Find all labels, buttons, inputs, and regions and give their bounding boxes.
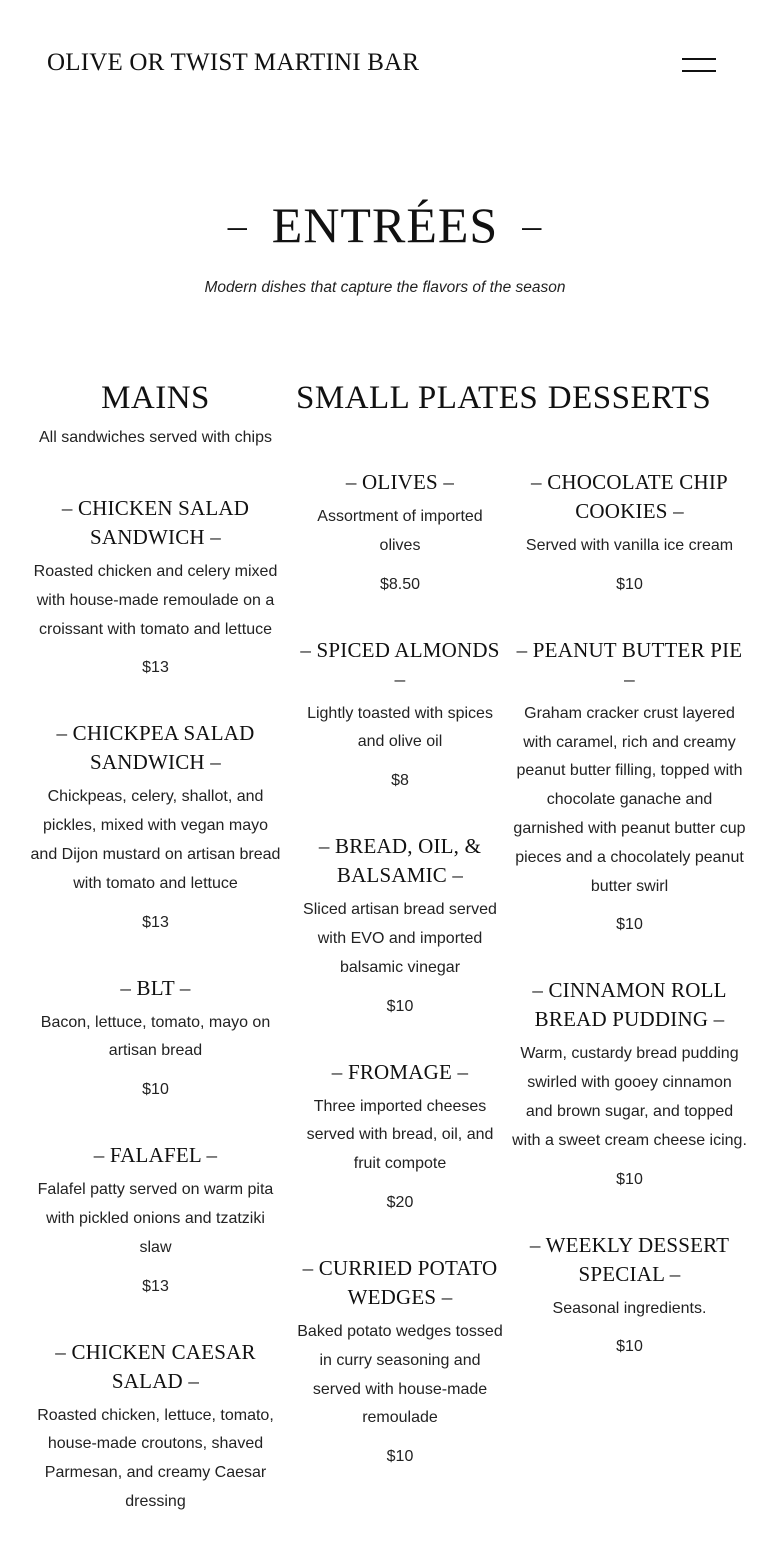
menu-item-price: $13 (142, 913, 169, 931)
menu-item-description: Roasted chicken and celery mixed with house-made remoulade on a croissant with tomato and lettuce (33, 563, 278, 638)
menu-item-name: – CURRIED POTATO WEDGES – (302, 1255, 498, 1309)
menu-item-name: – CHOCOLATE CHIP COOKIES – (531, 470, 728, 523)
menu-item-name: – CINNAMON ROLL BREAD PUDDING – (532, 978, 727, 1032)
menu-item-name: – CHICKEN CAESAR SALAD – (55, 1339, 256, 1393)
menu-item-price: $13 (142, 659, 169, 677)
menu-item (28, 974, 283, 1101)
mains-note: All sandwiches served with chips (39, 429, 272, 446)
menu-item-name: – WEEKLY DESSERT SPECIAL – (529, 1232, 730, 1286)
menu-item (512, 1231, 747, 1358)
menu-item-price: $8 (391, 772, 409, 790)
menu-item-name: – BLT – (120, 975, 191, 1000)
menu-item-name: – SPICED ALMONDS – (300, 637, 500, 691)
title-dash-right: – (522, 205, 543, 247)
mains-column (28, 372, 283, 1558)
desserts-heading: DESSERTS (547, 380, 712, 416)
menu-item-price: $10 (616, 1338, 643, 1356)
menu-item (296, 832, 504, 1016)
menu-item (512, 468, 747, 595)
menu-item-description: Roasted chicken, lettuce, tomato, house-made croutons, shaved Parmesan, and creamy Caesar dressing (37, 1406, 274, 1510)
menu-item-description: Assortment of imported olives (317, 508, 483, 554)
menu-item-price: $20 (386, 1193, 414, 1211)
desserts-column (512, 372, 747, 1398)
menu-item-description: Lightly toasted with spices and olive oil (307, 704, 493, 751)
page-hero (0, 190, 770, 297)
small-plates-heading: SMALL PLATES (296, 380, 539, 416)
menu-item-description: Three imported cheeses served with bread, oil, and fruit compote (306, 1097, 494, 1173)
menu-item (296, 468, 504, 595)
menu-item-price: $13 (142, 1277, 169, 1295)
mains-heading: MAINS (101, 380, 210, 416)
menu-item-name: – PEANUT BUTTER PIE – (516, 637, 743, 691)
menu-item-name: – BREAD, OIL, & BALSAMIC – (318, 834, 482, 888)
small-plates-column (296, 372, 539, 1508)
menu-item-name: – CHICKPEA SALAD SANDWICH – (56, 721, 255, 775)
menu-item (28, 719, 283, 932)
menu-item (28, 1338, 283, 1517)
hamburger-menu-icon[interactable] (680, 56, 718, 76)
menu-item-description: Seasonal ingredients. (552, 1299, 707, 1317)
menu-item-name: – CHICKEN SALAD SANDWICH – (61, 496, 250, 549)
menu-item-price: $10 (386, 997, 414, 1015)
menu-item-price: $10 (616, 575, 643, 593)
menu-item (28, 494, 283, 678)
page-subtitle: Modern dishes that capture the flavors of the season (204, 279, 566, 296)
menu-item-name: – OLIVES – (345, 470, 455, 494)
menu-item (296, 1254, 504, 1467)
menu-line-bottom (682, 70, 716, 72)
brand-logo-link[interactable]: OLIVE OR TWIST MARTINI BAR (47, 49, 420, 76)
menu-item-description: Falafel patty served on warm pita with pickled onions and tzatziki slaw (37, 1181, 274, 1256)
menu-item (296, 1058, 504, 1213)
page-title-text: ENTRÉES (271, 197, 499, 253)
menu-item-description: Chickpeas, celery, shallot, and pickles, mixed with vegan mayo and Dijon mustard on artisan bread with tomato and lettuce (30, 788, 281, 892)
title-dash-left: – (227, 205, 248, 247)
menu-item-price: $10 (386, 1448, 414, 1466)
page-title (0, 190, 770, 261)
menu-item (28, 1141, 283, 1296)
menu-item-name: – FROMAGE – (331, 1059, 469, 1084)
menu-line-top (682, 58, 716, 60)
menu-item-name: – FALAFEL – (93, 1143, 218, 1168)
menu-item-price: $10 (142, 1081, 169, 1099)
menu-item-description: Sliced artisan bread served with EVO and imported balsamic vinegar (303, 901, 497, 976)
menu-item-price: $10 (616, 916, 643, 934)
menu-item-description: Baked potato wedges tossed in curry seasoning and served with house-made remoulade (297, 1322, 503, 1427)
menu-item-price: $8.50 (379, 575, 421, 593)
menu-item-price: $10 (616, 1170, 643, 1188)
menu-item-description: Served with vanilla ice cream (525, 537, 734, 554)
menu-item (296, 636, 504, 792)
site-header (0, 0, 770, 130)
menu-item (512, 636, 747, 936)
menu-item-description: Warm, custardy bread pudding swirled with gooey cinnamon and brown sugar, and topped with a sweet cream cheese icing. (512, 1045, 747, 1149)
menu-item-description: Bacon, lettuce, tomato, mayo on artisan bread (40, 1013, 271, 1060)
menu-item-description: Graham cracker crust layered with caramel, rich and creamy peanut butter filling, topped with chocolate ganache and garnished with peanut butter cup pieces and a chocolately peanut butter swirl (513, 704, 746, 895)
menu-item (512, 976, 747, 1189)
